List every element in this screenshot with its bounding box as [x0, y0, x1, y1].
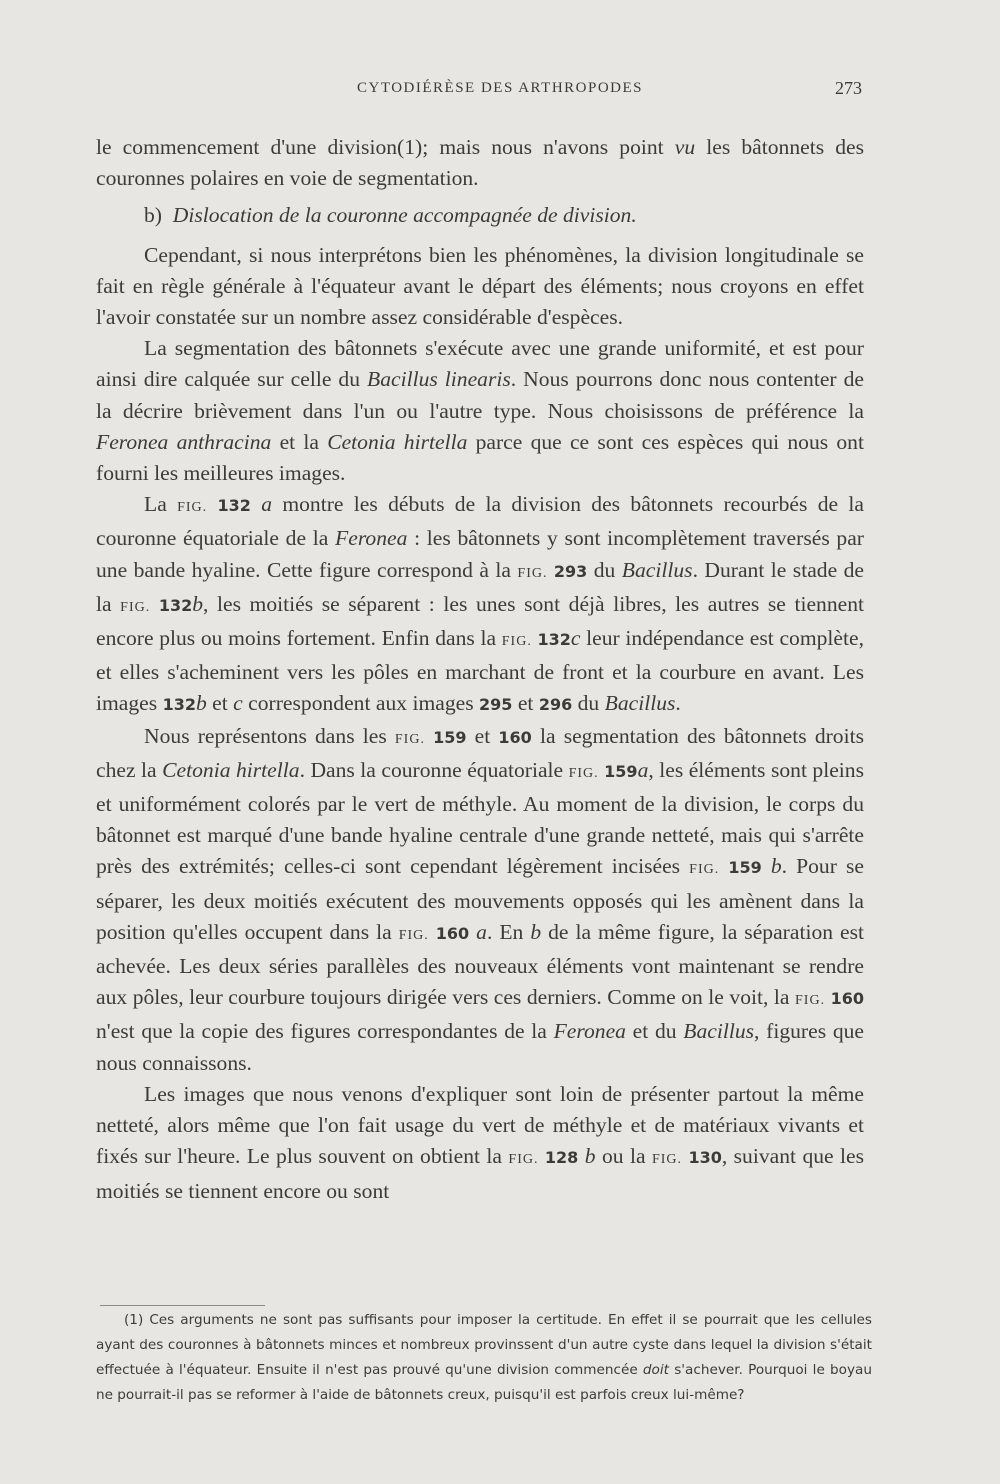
text-run: . Pour se séparer, les deux moitiés exécutent des mouvements opposés qui les amènent dans la position qu'elles occupent dans la — [96, 854, 864, 944]
text-run: ou la — [595, 1144, 652, 1169]
italic-run: Feronea — [553, 1019, 626, 1044]
text-run: leur indépendance est complète, et elles s'acheminent vers les pôles en marchant de front et la courbure en avant. Les images — [96, 626, 864, 716]
text-run: ; mais nous n'avons point — [422, 135, 675, 159]
italic-run: b — [584, 1144, 596, 1169]
section-title: Dislocation de la couronne accompagnée de division. — [172, 203, 637, 228]
italic-run: Bacillus — [604, 691, 676, 716]
fig-number: 295 — [479, 695, 513, 715]
text-run: . Durant le stade de la — [96, 557, 864, 616]
section-label: b) — [144, 203, 162, 228]
fig-number: 132 — [537, 630, 571, 650]
text-run: et la — [271, 429, 328, 454]
italic-run: b — [530, 919, 542, 944]
text-run: Ces arguments ne sont pas suffisants pour imposer la certitude. En effet il se pourrait que les cellules ayant des couronnes à bâtonnets minces et nombreux provinssent d'un autre cyste dans lequel la division s'était effectuée à l'équateur. Ensuite il n'est pas prouvé qu'une division commencée — [96, 1312, 872, 1378]
italic-run: c — [233, 691, 243, 716]
text-run: et — [466, 723, 499, 748]
fig-ref: FIG. — [501, 634, 532, 650]
fig-number: 159 — [604, 761, 638, 781]
fig-number: 132 — [217, 496, 251, 516]
italic-run: a — [261, 492, 273, 517]
fig-ref: FIG. — [398, 927, 429, 943]
text-run: et du — [625, 1019, 684, 1044]
fig-ref: FIG. — [120, 599, 151, 615]
text-run: . Dans la couronne équatoriale — [299, 757, 569, 782]
italic-run: b — [195, 691, 207, 716]
italic-run: Bacillus linearis — [367, 367, 511, 392]
italic-run: vu — [674, 135, 696, 159]
text-run: du — [587, 557, 622, 582]
italic-run: Feronea anthracina — [96, 429, 272, 454]
fig-ref: FIG. — [508, 1152, 539, 1168]
text-run: Nous représentons dans les — [144, 723, 395, 748]
fig-ref: FIG. — [394, 731, 425, 747]
italic-run: Bacillus — [621, 557, 693, 582]
fig-number: 296 — [538, 695, 573, 715]
fig-number: 130 — [688, 1148, 722, 1168]
text-run: . — [675, 691, 681, 716]
italic-run: doit — [642, 1362, 669, 1378]
fig-number: 132 — [158, 595, 193, 615]
text-run: . En — [486, 919, 531, 944]
italic-run: a — [637, 757, 649, 782]
italic-run: Cetonia hirtella — [327, 429, 468, 454]
text-run: de la même figure, la séparation est achevée. Les deux séries parallèles des nouveaux éléments vont maintenant se rendre aux pôles, leur courbure toujours dirigée vers ces derniers. Comme on le voit, la — [96, 919, 865, 1010]
text-run: et — [512, 691, 539, 716]
running-head — [0, 80, 1000, 104]
text-run: et — [206, 691, 234, 716]
body-text — [96, 132, 864, 1207]
text-run: : les bâtonnets y sont incomplètement traversés par une bande hyaline. Cette figure correspond à la — [96, 526, 864, 582]
fig-number: 160 — [435, 923, 470, 943]
page-number: 273 — [835, 78, 862, 98]
text-run: parce que ce sont ces espèces qui nous ont fourni les meilleures images. — [96, 429, 864, 486]
text-run: . Nous pourrons donc nous contenter de la décrire brièvement dans l'un ou l'autre type. Nous choisissons de préférence la — [96, 367, 865, 423]
footnote-divider — [100, 1305, 265, 1306]
fig-ref: FIG. — [517, 565, 548, 581]
text-run: les bâtonnets des couronnes polaires en voie de segmentation. — [96, 135, 865, 191]
paragraph: Cependant, si nous interprétons bien les phénomènes, la division longitudinale se fait en règle générale à l'équateur avant le départ des éléments; nous croyons en effet l'avoir constatée sur un nombre assez considérable d'espèces. — [96, 242, 864, 330]
fig-number: 160 — [498, 727, 532, 747]
footnote — [96, 1308, 872, 1408]
fig-ref: FIG. — [795, 993, 826, 1009]
fig-ref: FIG. — [651, 1152, 683, 1168]
text-run: correspondent aux images — [242, 691, 480, 716]
text-run: , figures que nous connaissons. — [96, 1019, 865, 1075]
section-heading — [96, 200, 864, 231]
text-run: s'achever. Pourquoi le boyau ne pourrait-il pas se reformer à l'aide de bâtonnets creux, puisqu'il est parfois creux lui-même? — [96, 1362, 872, 1403]
fig-number: 159 — [433, 727, 467, 747]
fig-number: 132 — [162, 695, 196, 715]
footnotes — [96, 1308, 872, 1408]
italic-run: b — [192, 591, 204, 616]
text-run: n'est que la copie des figures correspondantes de la — [96, 1019, 554, 1044]
text-run: Les images que nous venons d'expliquer sont loin de présenter partout la même netteté, alors même que l'on fait usage du vert de méthyle et de matériaux vivants et fixés sur l'heure. Le plus souvent on obtient la — [96, 1081, 864, 1169]
fig-number: 293 — [553, 561, 588, 581]
paragraph — [96, 721, 864, 1079]
paragraph — [96, 333, 864, 489]
fig-number: 160 — [830, 989, 864, 1009]
running-title: CYTODIÉRÈSE DES ARTHROPODES — [356, 80, 643, 96]
fig-ref: FIG. — [177, 500, 208, 516]
fig-ref: FIG. — [568, 765, 599, 781]
text-run: , les éléments sont pleins et uniformément colorés par le vert de méthyle. Au moment de la division, le corps du bâtonnet est marqué d'une bande hyaline centrale d'une grande netteté, mais qui s'arrête près des extrémités; celles-ci sont cependant légèrement incisées — [96, 757, 865, 879]
italic-run: Cetonia hirtella — [162, 757, 300, 782]
paragraph — [96, 489, 864, 720]
italic-run: Feronea — [335, 526, 408, 551]
paragraph — [96, 1079, 864, 1207]
italic-run: Bacillus — [683, 1019, 755, 1044]
text-run: du — [572, 691, 605, 716]
italic-run: c — [570, 626, 581, 651]
text-run: le commencement d'une division — [96, 135, 398, 159]
fig-number: 128 — [544, 1148, 579, 1168]
italic-run: b — [770, 854, 782, 879]
text-run: la segmentation des bâtonnets droits chez la — [96, 723, 865, 782]
text-run: La segmentation des bâtonnets s'exécute avec une grande uniformité, et est pour ainsi dire calquée sur celle du — [96, 336, 864, 392]
footnote-reference: (1) — [397, 135, 423, 159]
text-run: La — [144, 492, 178, 517]
text-run: , suivant que les moitiés se tiennent encore ou sont — [96, 1144, 865, 1203]
paragraph-continuation — [96, 132, 864, 194]
text-run: montre les débuts de la division des bâtonnets recourbés de la couronne équatoriale de la — [96, 492, 864, 551]
footnote-marker: (1) — [124, 1312, 144, 1328]
fig-ref: FIG. — [689, 862, 720, 878]
text-run: , les moitiés se séparent : les unes sont déjà libres, les autres se tiennent encore plus ou moins fortement. Enfin dans la — [96, 591, 864, 651]
fig-number: 159 — [728, 858, 762, 878]
italic-run: a — [476, 919, 487, 944]
